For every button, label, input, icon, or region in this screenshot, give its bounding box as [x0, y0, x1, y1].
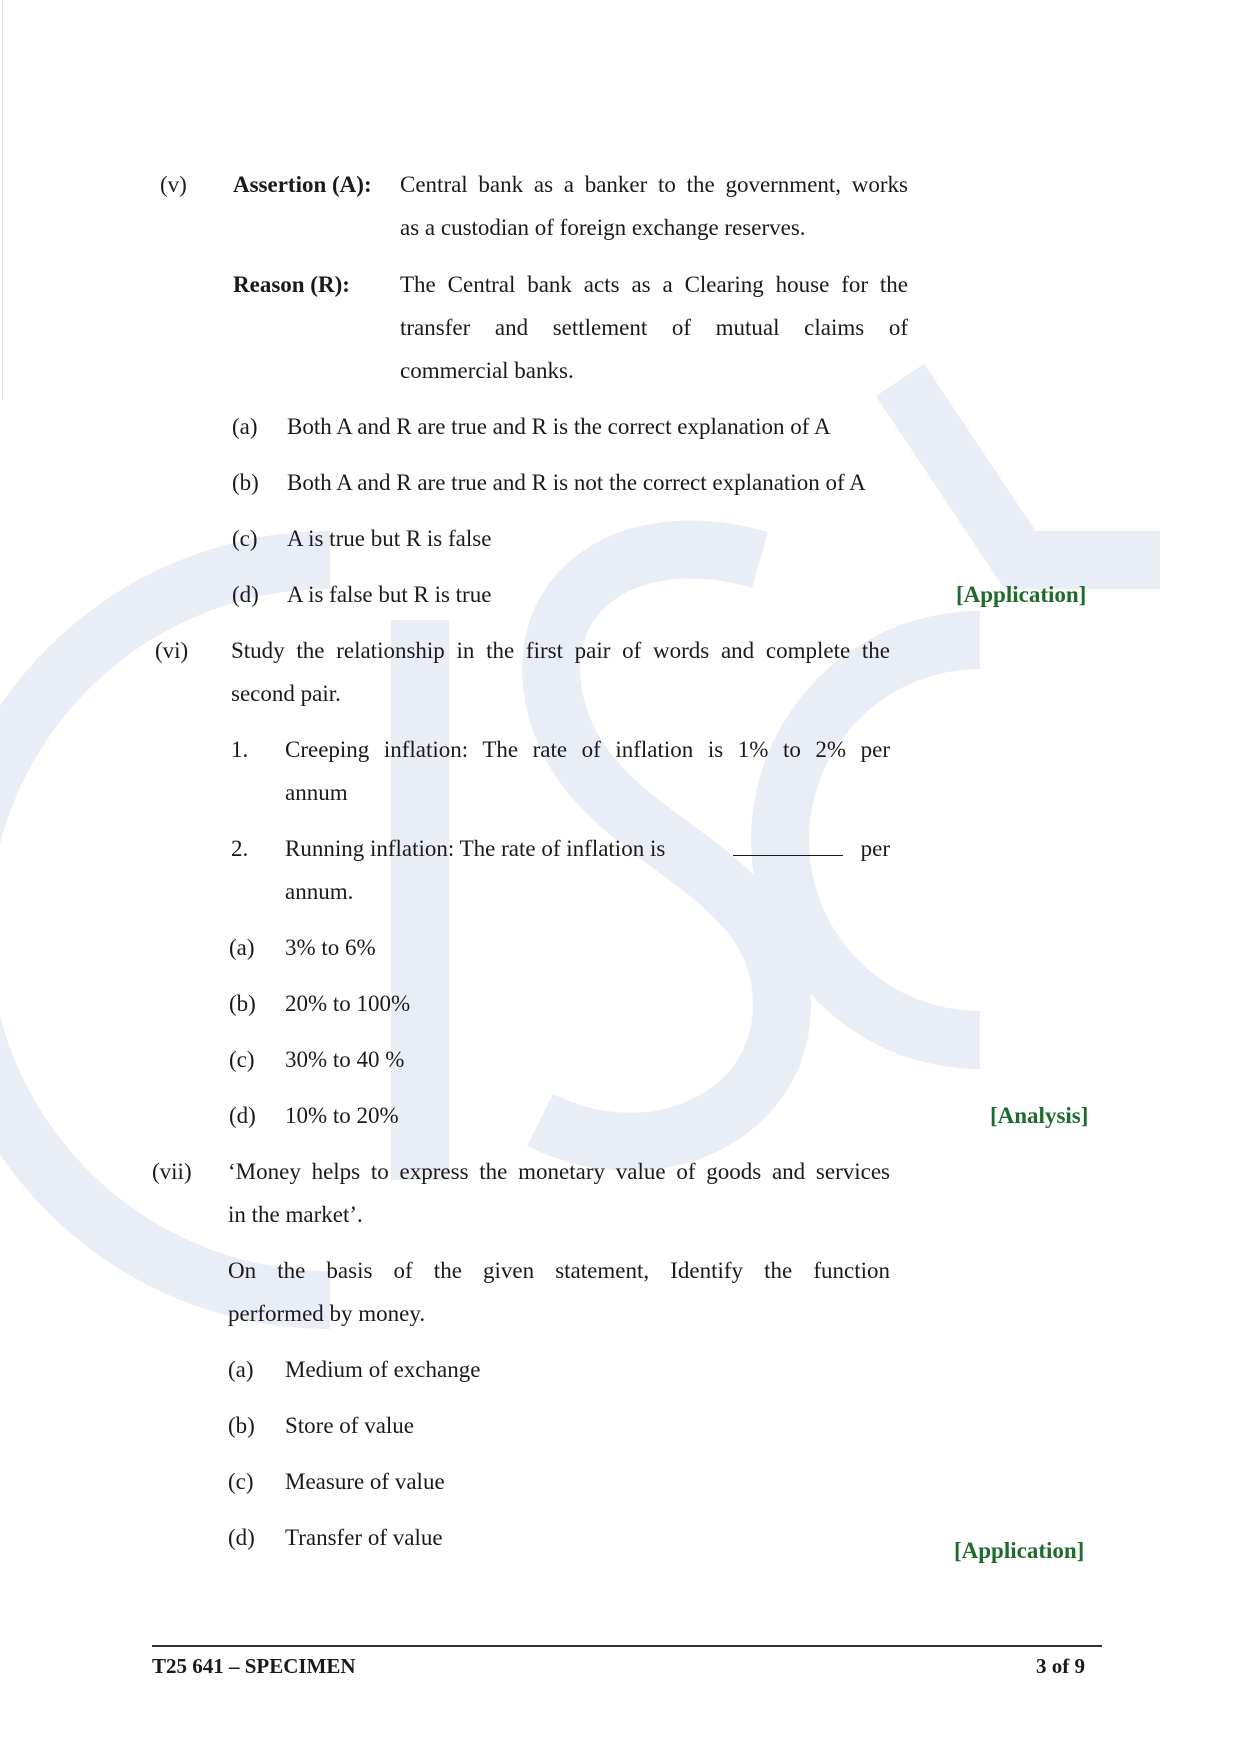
q7-option-text: Store of value	[285, 1413, 415, 1438]
q5-option-text: Both A and R are true and R is the correct explanation of A	[287, 414, 831, 439]
q6-stem-line1: Study the relationship in the first pair of words and complete the	[231, 638, 890, 663]
q5-number: (v)	[160, 172, 187, 197]
q6-item2-number: 2.	[231, 836, 249, 861]
q7-option-text: Transfer of value	[285, 1525, 443, 1550]
q7-option-text: Medium of exchange	[285, 1357, 481, 1382]
q7-number: (vii)	[152, 1159, 192, 1184]
q6-item2-line1-row	[285, 836, 890, 862]
q5-skill-tag: [Application]	[956, 582, 1087, 607]
q6-option-label: (a)	[229, 935, 255, 960]
q5-option-label: (c)	[232, 526, 258, 551]
q5-option-label: (a)	[232, 414, 258, 439]
q7-option-label: (d)	[228, 1525, 255, 1550]
q6-item1-number: 1.	[231, 737, 249, 762]
q7-option-text: Measure of value	[285, 1469, 445, 1494]
q6-option-label: (d)	[229, 1103, 256, 1128]
q5-assertion-label: Assertion (A):	[233, 172, 372, 197]
scan-edge	[2, 0, 3, 400]
paper-code: T25 641 – SPECIMEN	[152, 1654, 356, 1678]
q5-reason-line1: The Central bank acts as a Clearing house for the	[400, 272, 908, 297]
q6-option-text: 10% to 20%	[285, 1103, 399, 1128]
q6-item1-line2: annum	[285, 780, 348, 805]
q6-item2-line1: Running inflation: The rate of inflation is	[285, 836, 666, 861]
q6-stem-line2: second pair.	[231, 681, 341, 706]
q6-option-text: 20% to 100%	[285, 991, 411, 1016]
watermark-letter-e	[900, 380, 1160, 560]
q6-option-label: (c)	[229, 1047, 255, 1072]
page-number: 3 of 9	[1036, 1654, 1085, 1678]
q6-item2-line2: annum.	[285, 879, 354, 904]
q7-skill-tag: [Application]	[954, 1538, 1085, 1563]
q7-stem-line1: ‘Money helps to express the monetary value of goods and services	[228, 1159, 890, 1184]
footer-rule	[152, 1645, 1102, 1647]
q5-option-label: (d)	[232, 582, 259, 607]
q7-stem2-line1: On the basis of the given statement, Identify the function	[228, 1258, 890, 1283]
q6-number: (vi)	[155, 638, 189, 663]
q6-item1-line1: Creeping inflation: The rate of inflation is 1% to 2% per	[285, 737, 890, 762]
q5-option-label: (b)	[232, 470, 259, 495]
q5-assertion-line1: Central bank as a banker to the government, works	[400, 172, 908, 197]
q6-skill-tag: [Analysis]	[990, 1103, 1089, 1128]
q7-option-label: (c)	[228, 1469, 254, 1494]
q6-option-label: (b)	[229, 991, 256, 1016]
q6-item2-per: per	[860, 836, 890, 861]
q6-option-text: 3% to 6%	[285, 935, 376, 960]
q5-reason-label: Reason (R):	[233, 272, 350, 297]
q5-option-text: Both A and R are true and R is not the correct explanation of A	[287, 470, 866, 495]
fill-in-blank	[733, 855, 843, 856]
q5-reason-line3: commercial banks.	[400, 358, 574, 383]
q5-reason-line2: transfer and settlement of mutual claims of	[400, 315, 908, 340]
q5-option-text: A is false but R is true	[287, 582, 492, 607]
q5-assertion-line2: as a custodian of foreign exchange reserves.	[400, 215, 806, 240]
q7-stem2-line2: performed by money.	[228, 1301, 426, 1326]
q7-stem-line2: in the market’.	[228, 1202, 363, 1227]
q7-option-label: (b)	[228, 1413, 255, 1438]
watermark-letter-c	[0, 560, 330, 1300]
q6-option-text: 30% to 40 %	[285, 1047, 405, 1072]
q7-option-label: (a)	[228, 1357, 254, 1382]
q5-option-text: A is true but R is false	[287, 526, 492, 551]
